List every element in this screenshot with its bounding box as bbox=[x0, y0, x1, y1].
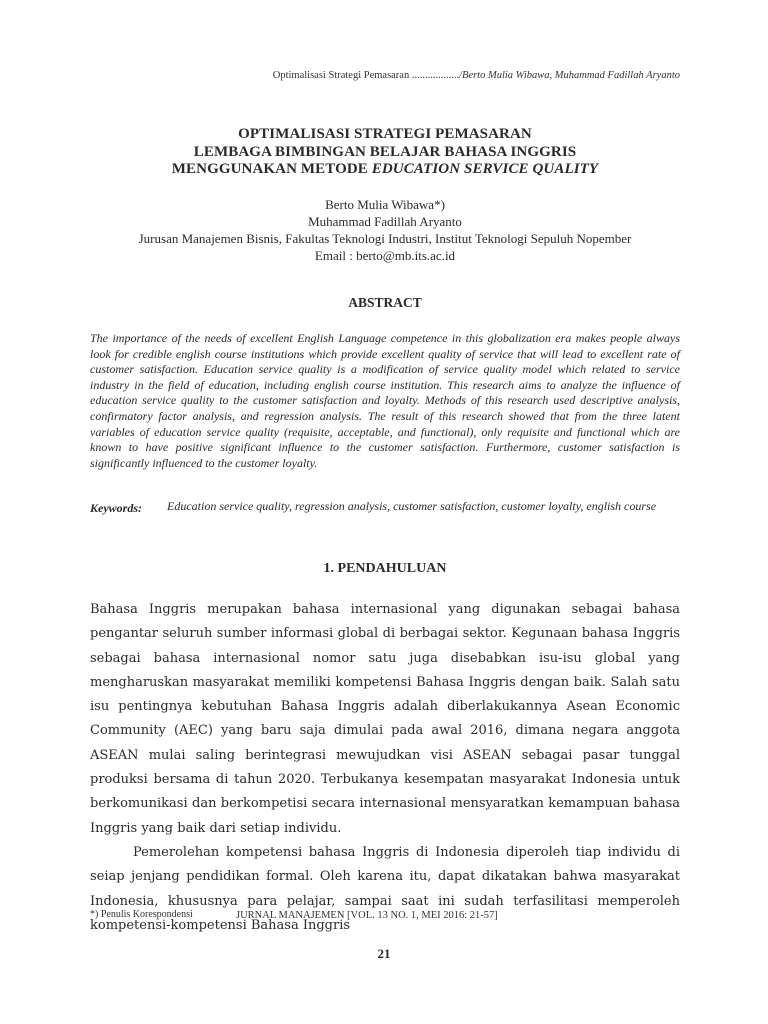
title-line-3-italic: EDUCATION SERVICE QUALITY bbox=[371, 161, 599, 177]
page-number: 21 bbox=[377, 946, 391, 961]
abstract-text: The importance of the needs of excellent English Language competence in this globalization era makes people always look for credible english course institutions which provide excellent quality of service that will lead to excellent rate of customer satisfaction. Education service quality is a modification of service quality model which related to service industry in the field of education, including english course institution. This research aims to analyze the influence of education service quality to the customer satisfaction and loyalty. Methods of this research used descriptive analysis, confirmatory factor analysis, and regression analysis. The result of this research showed that from the three latent variables of education service quality (requisite, acceptable, and functional), only requisite and functional which are known to have positive significant influence to the customer satisfaction. Furthermore, customer satisfaction is significantly influenced to the customer loyalty. bbox=[90, 331, 680, 470]
keywords-label: Keywords: bbox=[90, 501, 142, 515]
abstract-heading: ABSTRACT bbox=[348, 295, 422, 310]
keywords-block bbox=[90, 498, 680, 514]
paper-title bbox=[90, 126, 680, 179]
author-2: Muhammad Fadillah Aryanto bbox=[308, 214, 462, 229]
journal-citation: JURNAL MANAJEMEN [VOL. 13 NO. 1, MEI 2016: 21-57] bbox=[236, 910, 498, 921]
running-head bbox=[90, 70, 680, 81]
running-head-dots: .................. bbox=[411, 70, 460, 81]
running-head-authors: /Berto Mulia Wibawa, Muhammad Fadillah Aryanto bbox=[459, 70, 680, 81]
keywords-text: Education service quality, regression analysis, customer satisfaction, customer loyalty, english course bbox=[167, 499, 657, 513]
paragraph-2: Pemerolehan kompetensi bahasa Inggris di Indonesia diperoleh tiap individu di seiap jenjang pendidikan formal. Oleh karena itu, dapat dikatakan bahwa masyarakat Indonesia, khususnya para pelajar, sampai saat ini sudah terfasilitasi memperoleh kompetensi-kompetensi Bahasa Inggris bbox=[90, 844, 680, 933]
section-body bbox=[90, 598, 680, 938]
running-head-title: Optimalisasi Strategi Pemasaran bbox=[272, 70, 410, 81]
affiliation: Jurusan Manajemen Bisnis, Fakultas Teknologi Industri, Institut Teknologi Sepuluh Nopember bbox=[138, 231, 632, 246]
title-line-3 bbox=[90, 161, 680, 179]
title-line-1: OPTIMALISASI STRATEGI PEMASARAN bbox=[238, 126, 532, 142]
author-1: Berto Mulia Wibawa*) bbox=[325, 197, 445, 212]
author-block bbox=[90, 196, 680, 264]
footnote: *) Penulis Korespondensi bbox=[90, 909, 193, 920]
title-line-3-normal: MENGGUNAKAN METODE bbox=[171, 161, 372, 177]
email: Email : berto@mb.its.ac.id bbox=[314, 248, 456, 263]
paragraph-1: Bahasa Inggris merupakan bahasa internasional yang digunakan sebagai bahasa pengantar seluruh sumber informasi global di berbagai sektor. Kegunaan bahasa Inggris sebagai bahasa internasional nomor satu juga disebabkan isu-isu global yang mengharuskan masyarakat memiliki kompetensi Bahasa Inggris dengan baik. Salah satu isu pentingnya kebutuhan Bahasa Inggris adalah diberlakukannya Asean Economic Community (AEC) yang baru saja dimulai pada awal 2016, dimana negara anggota ASEAN mulai saling berintegrasi mewujudkan visi ASEAN sebagai pasar tunggal produksi bersama di tahun 2020. Terbukanya kesempatan masyarakat Indonesia untuk berkomunikasi dan berkompetisi secara internasional mensyaratkan kemampuan bahasa Inggris yang baik dari setiap individu. bbox=[90, 602, 680, 836]
title-line-2: LEMBAGA BIMBINGAN BELAJAR BAHASA INGGRIS bbox=[193, 143, 577, 160]
section-heading: 1. PENDAHULUAN bbox=[323, 561, 447, 576]
